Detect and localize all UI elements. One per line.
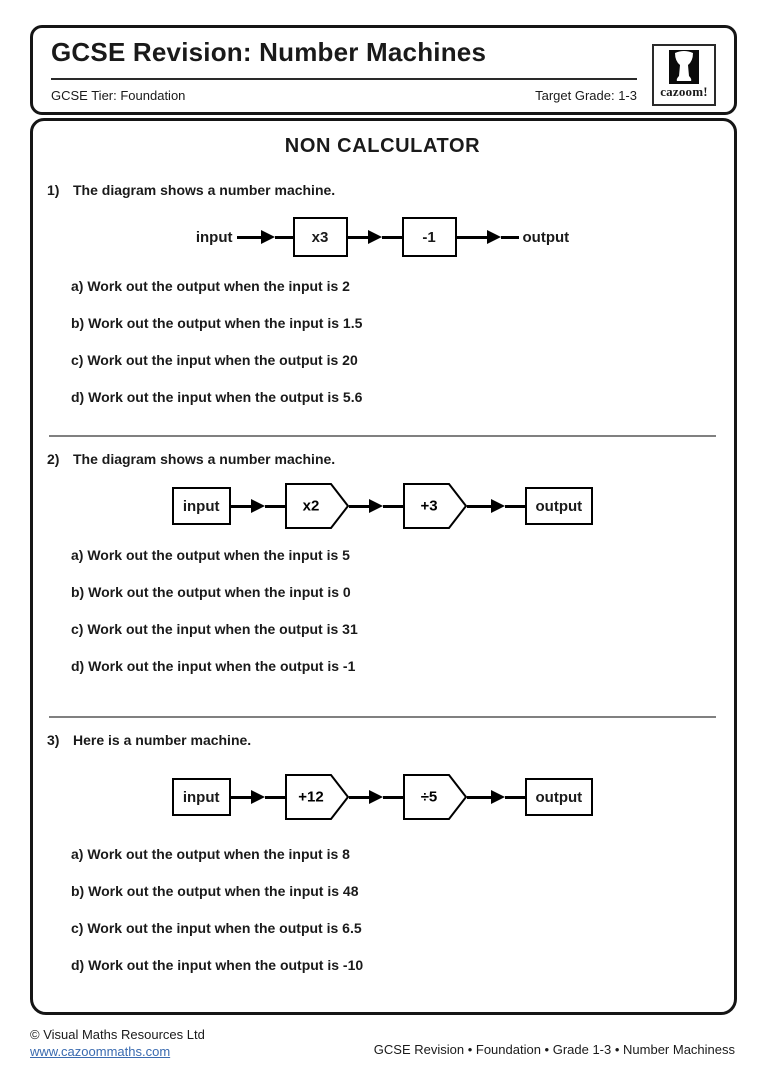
arrow-right-icon	[349, 790, 403, 804]
machine-operation-box: x3	[293, 217, 348, 257]
question-part: c) Work out the input when the output is 6.5	[71, 920, 362, 936]
arrow-right-icon	[231, 499, 285, 513]
machine-output-label: output	[522, 228, 570, 246]
machine-input-box: input	[172, 487, 231, 525]
copyright-text: © Visual Maths Resources Ltd	[30, 1027, 205, 1042]
cazoom-logo-icon	[669, 50, 699, 84]
cazoom-logo	[652, 44, 716, 106]
question-part: a) Work out the output when the input is 5	[71, 547, 350, 563]
question-part: c) Work out the input when the output is 31	[71, 621, 358, 637]
question-prompt: The diagram shows a number machine.	[73, 451, 336, 467]
arrow-right-icon	[349, 499, 403, 513]
cazoom-website-link[interactable]: www.cazoommaths.com	[30, 1044, 171, 1059]
machine-output-box: output	[525, 778, 594, 816]
machine-operation-box: -1	[402, 217, 457, 257]
arrow-right-icon	[231, 790, 285, 804]
question-part: d) Work out the input when the output is -1	[71, 658, 356, 674]
arrow-right-icon	[237, 230, 293, 244]
question-part: d) Work out the input when the output is -10	[71, 957, 364, 973]
number-machine-diagram-3	[47, 774, 718, 820]
question-number: 3)	[47, 732, 60, 748]
question-1	[47, 182, 718, 405]
page-title: GCSE Revision: Number Machines	[51, 37, 487, 67]
question-part: c) Work out the input when the output is 20	[71, 352, 358, 368]
question-2	[47, 451, 718, 674]
machine-operation-pentagon	[285, 774, 349, 820]
question-part: b) Work out the output when the input is 48	[71, 883, 359, 899]
worksheet-header	[30, 25, 737, 115]
question-prompt: Here is a number machine.	[73, 732, 252, 748]
question-number: 2)	[47, 451, 60, 467]
logo-wordmark: cazoom!	[660, 84, 708, 99]
machine-operation-pentagon	[403, 774, 467, 820]
question-number: 1)	[47, 182, 60, 198]
question-part: b) Work out the output when the input is 0	[71, 584, 351, 600]
arrow-right-icon	[457, 230, 519, 244]
question-3	[47, 732, 718, 973]
sheet-heading: NON CALCULATOR	[284, 135, 481, 157]
machine-output-box: output	[525, 487, 594, 525]
machine-operation-pentagon	[403, 483, 467, 529]
number-machine-diagram-1	[47, 214, 718, 260]
worksheet-body	[30, 118, 737, 1015]
svg-text:÷5: ÷5	[420, 788, 437, 806]
title-underline	[51, 78, 637, 80]
arrow-right-icon	[348, 230, 402, 244]
question-part: a) Work out the output when the input is 8	[71, 846, 350, 862]
footer-meta: GCSE Revision • Foundation • Grade 1-3 • Number Machiness	[373, 1042, 735, 1057]
machine-input-label: input	[195, 228, 233, 246]
arrow-right-icon	[467, 499, 525, 513]
machine-input-box: input	[172, 778, 231, 816]
question-part: b) Work out the output when the input is 1.5	[71, 315, 363, 331]
section-divider	[49, 716, 716, 718]
footer-left	[30, 1026, 205, 1060]
target-grade-label: Target Grade: 1-3	[535, 88, 637, 103]
machine-operation-pentagon	[285, 483, 349, 529]
question-prompt: The diagram shows a number machine.	[73, 182, 336, 198]
tier-label: GCSE Tier: Foundation	[51, 88, 186, 103]
svg-text:+12: +12	[297, 788, 324, 806]
section-divider	[49, 435, 716, 437]
number-machine-diagram-2	[47, 483, 718, 529]
question-part: d) Work out the input when the output is 5.6	[71, 389, 363, 405]
svg-text:+3: +3	[419, 497, 438, 515]
arrow-right-icon	[467, 790, 525, 804]
svg-text:x2: x2	[302, 497, 319, 515]
question-part: a) Work out the output when the input is 2	[71, 278, 350, 294]
